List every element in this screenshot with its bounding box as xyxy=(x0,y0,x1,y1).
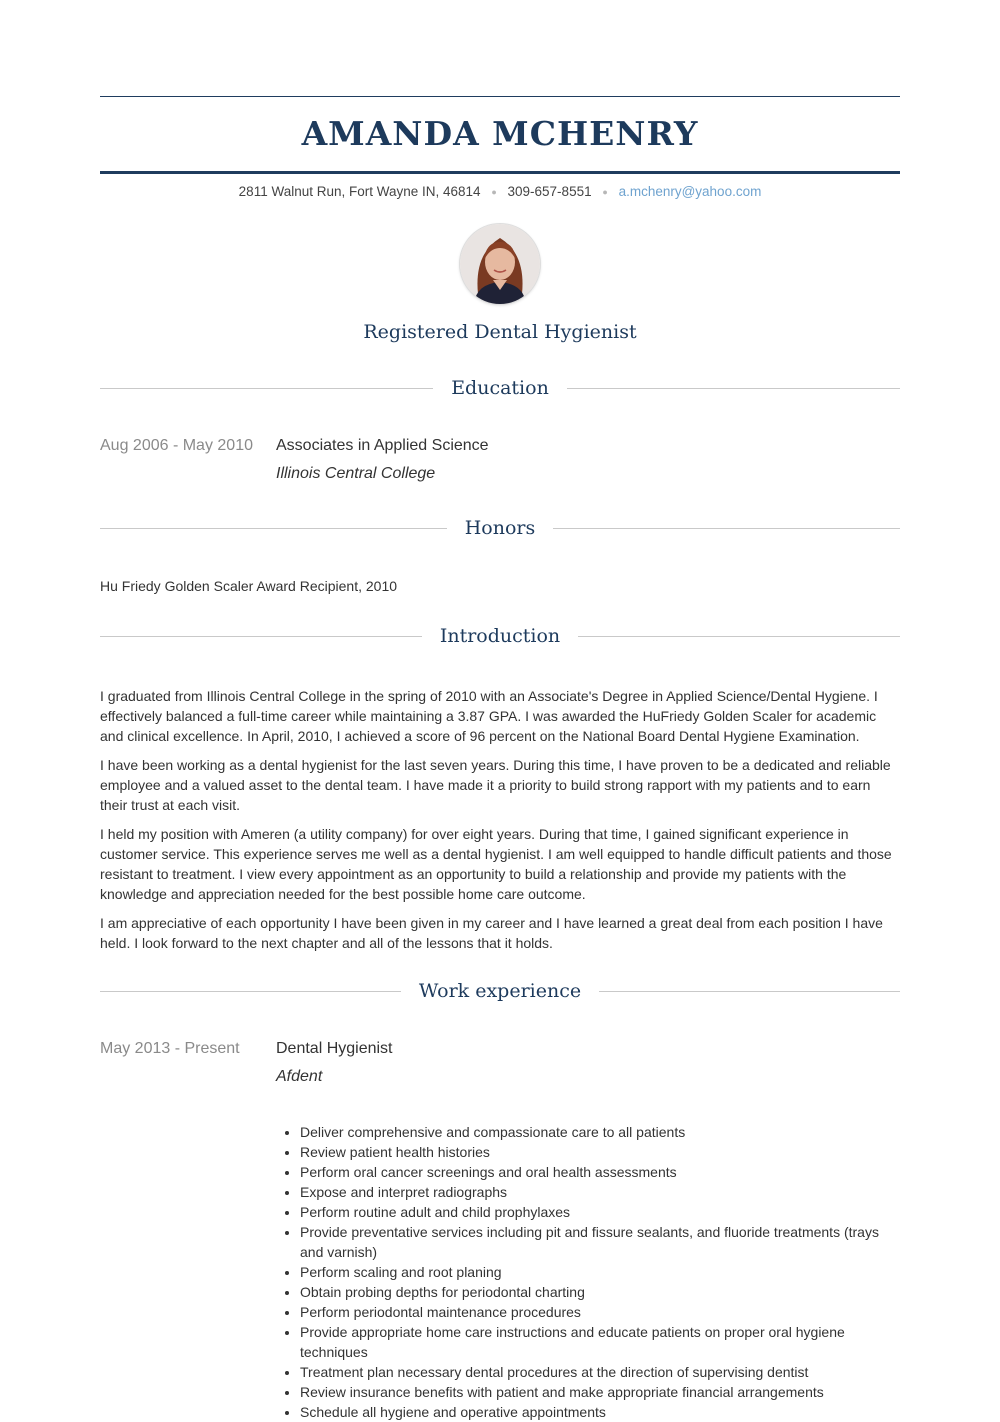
list-item: • Perform routine adult and child prophylaxes xyxy=(300,1202,900,1222)
separator-dot: ● xyxy=(602,187,608,198)
section-title: Education xyxy=(451,377,549,399)
name-underline xyxy=(100,171,900,174)
list-item: • Perform scaling and root planing xyxy=(300,1262,900,1282)
heading-rule xyxy=(599,991,900,992)
honor-item: Hu Friedy Golden Scaler Award Recipient, 2010 xyxy=(100,578,398,594)
profile-photo-image xyxy=(460,224,540,304)
heading-rule xyxy=(100,388,433,389)
contact-line xyxy=(100,182,900,202)
list-item: • Perform periodontal maintenance procedures xyxy=(300,1302,900,1322)
section-heading-honors xyxy=(100,515,900,541)
list-item: • Schedule all hygiene and operative appointments xyxy=(300,1402,900,1422)
list-item: • Review insurance benefits with patient and make appropriate financial arrangements xyxy=(300,1382,900,1402)
entry-date: Aug 2006 - May 2010 xyxy=(100,437,253,454)
company-name: Afdent xyxy=(276,1068,323,1085)
heading-rule xyxy=(553,528,900,529)
intro-paragraph: I am appreciative of each opportunity I have been given in my career and I have learned a great deal from each position I have held. I look forward to the next chapter and all of the lessons that it holds. xyxy=(100,915,883,951)
email-link[interactable]: a.mchenry@yahoo.com xyxy=(618,184,762,199)
degree-title: Associates in Applied Science xyxy=(276,437,489,454)
heading-rule xyxy=(567,388,900,389)
section-heading-introduction xyxy=(100,623,900,649)
intro-paragraph: I graduated from Illinois Central College in the spring of 2010 with an Associate's Degree in Applied Science/Dental Hygiene. I effectively balanced a full-time career while maintaining a 3.87 GPA. I was awarded the HuFriedy Golden Scaler for academic and clinical excellence. In April, 2010, I achieved a score of 96 percent on the National Board Dental Hygiene Examination. xyxy=(100,688,878,744)
resume-page xyxy=(100,0,900,1422)
work-entry xyxy=(100,1038,900,1422)
section-title: Introduction xyxy=(439,625,561,647)
list-item: • Expose and interpret radiographs xyxy=(300,1182,900,1202)
intro-paragraph: I held my position with Ameren (a utility company) for over eight years. During that time, I gained significant experience in customer service. This experience serves me well as a dental hygienist. I am well equipped to handle difficult patients and those resistant to treatment. I view every appointment as an opportunity to build a relationship and provide my patients with the knowledge and appreciation needed for the best possible home care outcome. xyxy=(100,826,892,902)
school-name: Illinois Central College xyxy=(276,465,436,482)
list-item: • Obtain probing depths for periodontal charting xyxy=(300,1282,900,1302)
heading-rule xyxy=(100,991,401,992)
list-item: • Perform oral cancer screenings and oral health assessments xyxy=(300,1162,900,1182)
address: 2811 Walnut Run, Fort Wayne IN, 46814 xyxy=(238,184,481,199)
heading-rule xyxy=(100,528,447,529)
candidate-name: AMANDA MCHENRY xyxy=(301,114,699,153)
job-title: Dental Hygienist xyxy=(276,1040,393,1057)
list-item: • Provide preventative services including pit and fissure sealants, and fluoride treatments (trays and varnish) xyxy=(300,1222,900,1262)
list-item: • Deliver comprehensive and compassionate care to all patients xyxy=(300,1122,900,1142)
responsibilities-list xyxy=(276,1122,900,1422)
list-item: • Review patient health histories xyxy=(300,1142,900,1162)
intro-paragraph: I have been working as a dental hygienist for the last seven years. During this time, I have proven to be a dedicated and reliable employee and a valued asset to the dental team. I have made it a priority to build strong rapport with my patients and to earn their trust at each visit. xyxy=(100,757,891,813)
list-item: • Provide appropriate home care instructions and educate patients on proper oral hygiene techniques xyxy=(300,1322,900,1362)
separator-dot: ● xyxy=(491,187,497,198)
photo-container xyxy=(100,224,900,304)
entry-body xyxy=(276,1038,900,1422)
job-headline: Registered Dental Hygienist xyxy=(363,321,637,343)
heading-rule xyxy=(100,636,422,637)
section-title: Honors xyxy=(464,517,536,539)
section-heading-education xyxy=(100,375,900,401)
phone: 309-657-8551 xyxy=(507,184,592,199)
entry-body xyxy=(276,435,900,485)
profile-photo xyxy=(460,224,540,304)
section-title: Work experience xyxy=(418,980,582,1002)
entry-date: May 2013 - Present xyxy=(100,1040,240,1057)
section-heading-work xyxy=(100,978,900,1004)
introduction-text xyxy=(100,686,900,953)
heading-rule xyxy=(578,636,900,637)
education-entry xyxy=(100,435,900,485)
list-item: • Treatment plan necessary dental procedures at the direction of supervising dentist xyxy=(300,1362,900,1382)
top-rule xyxy=(100,96,900,97)
